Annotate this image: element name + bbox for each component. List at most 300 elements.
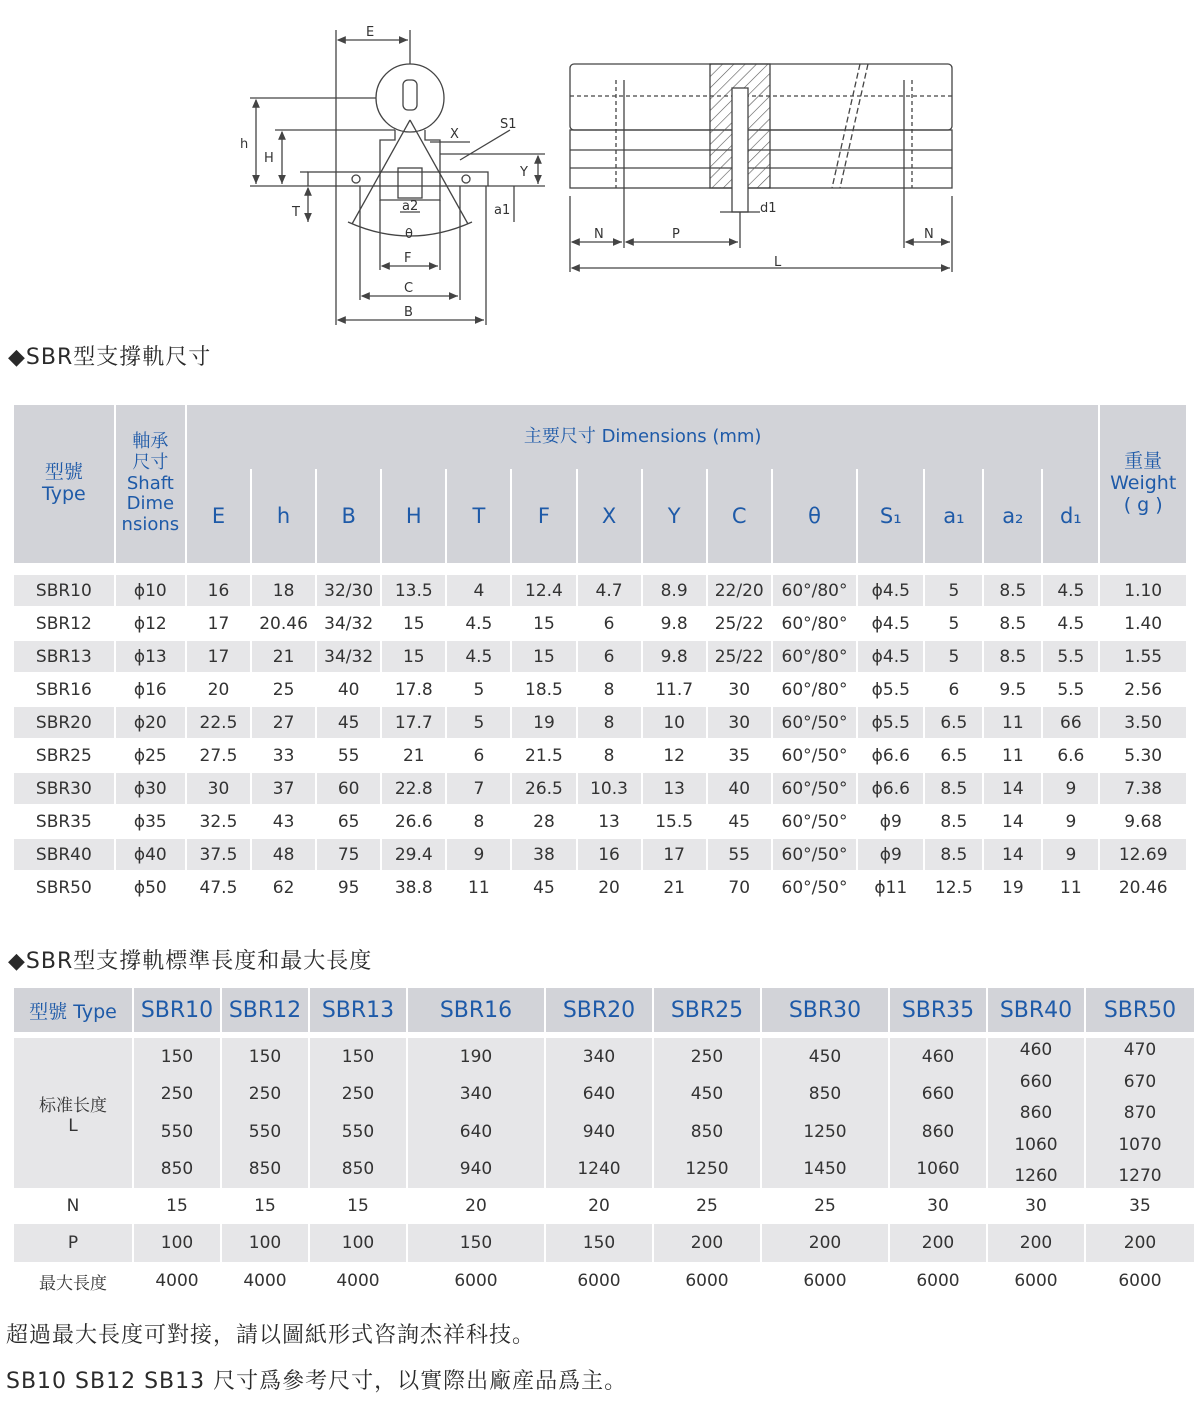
value-cell: 35 [708, 738, 771, 771]
standard-length-value: 460 [1019, 1040, 1053, 1060]
header-col: Y [643, 469, 706, 563]
standard-length-value: 660 [921, 1084, 955, 1105]
value-cell: 27.5 [187, 738, 250, 771]
n-value: 15 [310, 1188, 406, 1224]
lengths-header-type-col: SBR20 [546, 988, 652, 1032]
value-cell: 8.5 [984, 573, 1041, 606]
header-col: X [578, 469, 641, 563]
dimensions-table [12, 405, 1188, 903]
type-cell: SBR16 [14, 672, 114, 705]
type-cell: SBR10 [14, 573, 114, 606]
value-cell: 11.7 [643, 672, 706, 705]
value-cell: 60°/50° [773, 705, 856, 738]
value-cell: 60°/80° [773, 606, 856, 639]
value-cell: 9 [1043, 771, 1098, 804]
table-row [14, 705, 1186, 738]
standard-length-cell [654, 1038, 760, 1188]
value-cell: 11 [984, 738, 1041, 771]
value-cell: 8 [578, 705, 641, 738]
value-cell: ϕ30 [116, 771, 185, 804]
table-row [14, 804, 1186, 837]
value-cell: 60°/50° [773, 771, 856, 804]
label-a1: a1 [494, 203, 511, 218]
table-row [14, 639, 1186, 672]
value-cell: 19 [984, 870, 1041, 903]
lengths-header-type-col: SBR35 [890, 988, 986, 1032]
value-cell: 15 [512, 639, 575, 672]
label-S1: S1 [500, 117, 517, 132]
value-cell: 55 [708, 837, 771, 870]
value-cell: 21 [252, 639, 315, 672]
table-row [14, 837, 1186, 870]
lengths-header-type-col: SBR16 [408, 988, 544, 1032]
value-cell: 6 [578, 606, 641, 639]
value-cell: ϕ10 [116, 573, 185, 606]
header-type-text: 型號 Type [42, 461, 86, 505]
standard-length-label [14, 1038, 132, 1188]
value-cell: ϕ4.5 [858, 639, 923, 672]
header-col: T [447, 469, 510, 563]
value-cell: 9.68 [1100, 804, 1186, 837]
standard-length-value: 940 [582, 1121, 616, 1142]
standard-length-value: 860 [1019, 1103, 1053, 1123]
header-main-dimensions: 主要尺寸 Dimensions (mm) [187, 405, 1098, 469]
value-cell: 11 [984, 705, 1041, 738]
value-cell: 9 [447, 837, 510, 870]
standard-length-cell [310, 1038, 406, 1188]
max-length-value: 6000 [890, 1262, 986, 1300]
value-cell: 40 [317, 672, 380, 705]
value-cell: 22/20 [708, 573, 771, 606]
value-cell: ϕ25 [116, 738, 185, 771]
value-cell: 38.8 [382, 870, 445, 903]
standard-length-value: 340 [582, 1046, 616, 1067]
header-col: h [252, 469, 315, 563]
value-cell: 20.46 [252, 606, 315, 639]
standard-length-cell [408, 1038, 544, 1188]
value-cell: 5 [447, 705, 510, 738]
value-cell: ϕ12 [116, 606, 185, 639]
header-col: E [187, 469, 250, 563]
value-cell: 8 [578, 738, 641, 771]
table-row [14, 771, 1186, 804]
value-cell: 45 [317, 705, 380, 738]
max-length-value: 6000 [762, 1262, 888, 1300]
standard-length-value: 1450 [803, 1159, 847, 1180]
n-value: 30 [890, 1188, 986, 1224]
max-length-value: 4000 [310, 1262, 406, 1300]
value-cell: 60°/50° [773, 870, 856, 903]
value-cell: 27 [252, 705, 315, 738]
value-cell: 30 [708, 705, 771, 738]
header-col: C [708, 469, 771, 563]
standard-length-value: 1260 [1014, 1166, 1058, 1186]
value-cell: 22.5 [187, 705, 250, 738]
n-value: 25 [654, 1188, 760, 1224]
label-d1: d1 [760, 201, 777, 216]
value-cell: 8 [447, 804, 510, 837]
value-cell: 9.5 [984, 672, 1041, 705]
p-value: 200 [1086, 1224, 1194, 1262]
max-length-value: 6000 [988, 1262, 1084, 1300]
value-cell: 6.5 [925, 738, 982, 771]
header-col: d₁ [1043, 469, 1098, 563]
value-cell: 5.5 [1043, 639, 1098, 672]
value-cell: 6 [578, 639, 641, 672]
table-row [14, 870, 1186, 903]
lengths-header-type-col: SBR12 [222, 988, 308, 1032]
header-weight [1100, 405, 1186, 563]
max-length-label: 最大長度 [14, 1262, 132, 1300]
cross-section-drawing [0, 0, 560, 330]
value-cell: 5 [925, 573, 982, 606]
header-weight-text: 重量 Weight ( g ) [1110, 450, 1177, 516]
lengths-table [12, 988, 1196, 1300]
value-cell: 8.5 [925, 837, 982, 870]
standard-length-value: 860 [921, 1121, 955, 1142]
type-cell: SBR40 [14, 837, 114, 870]
max-length-value: 4000 [222, 1262, 308, 1300]
value-cell: 17 [187, 639, 250, 672]
value-cell: 60 [317, 771, 380, 804]
standard-length-value: 670 [1123, 1071, 1157, 1092]
lengths-header-type-col: SBR50 [1086, 988, 1194, 1032]
value-cell: 21 [643, 870, 706, 903]
header-shaft [116, 405, 185, 563]
value-cell: 47.5 [187, 870, 250, 903]
value-cell: 65 [317, 804, 380, 837]
value-cell: 32.5 [187, 804, 250, 837]
value-cell: 17 [187, 606, 250, 639]
value-cell: 1.55 [1100, 639, 1186, 672]
value-cell: 45 [708, 804, 771, 837]
label-B: B [404, 305, 413, 320]
value-cell: 11 [447, 870, 510, 903]
value-cell: 40 [708, 771, 771, 804]
value-cell: 60°/80° [773, 573, 856, 606]
standard-length-value: 1250 [803, 1121, 847, 1142]
label-h: h [240, 137, 249, 152]
value-cell: ϕ35 [116, 804, 185, 837]
n-value: 20 [408, 1188, 544, 1224]
value-cell: 2.56 [1100, 672, 1186, 705]
value-cell: 8.9 [643, 573, 706, 606]
value-cell: 60°/80° [773, 639, 856, 672]
value-cell: 11 [1043, 870, 1098, 903]
label-a2: a2 [402, 199, 419, 214]
note-reference: SB10 SB12 SB13 尺寸爲參考尺寸，以實際出廠産品爲主。 [6, 1369, 628, 1394]
n-value: 25 [762, 1188, 888, 1224]
standard-length-value: 550 [341, 1121, 375, 1142]
value-cell: 10 [643, 705, 706, 738]
value-cell: 18.5 [512, 672, 575, 705]
value-cell: ϕ5.5 [858, 705, 923, 738]
standard-length-cell [134, 1038, 220, 1188]
value-cell: 30 [708, 672, 771, 705]
value-cell: 13 [643, 771, 706, 804]
standard-length-cell [546, 1038, 652, 1188]
value-cell: 4 [447, 573, 510, 606]
p-value: 100 [222, 1224, 308, 1262]
value-cell: 70 [708, 870, 771, 903]
value-cell: 32/30 [317, 573, 380, 606]
value-cell: 5 [925, 606, 982, 639]
value-cell: 29.4 [382, 837, 445, 870]
p-value: 200 [890, 1224, 986, 1262]
value-cell: ϕ11 [858, 870, 923, 903]
label-L: L [774, 255, 782, 270]
value-cell: 10.3 [578, 771, 641, 804]
standard-length-value: 250 [248, 1084, 282, 1105]
standard-length-value: 850 [808, 1084, 842, 1105]
value-cell: 37 [252, 771, 315, 804]
standard-length-value: 470 [1123, 1040, 1157, 1060]
header-col: S₁ [858, 469, 923, 563]
value-cell: 25/22 [708, 639, 771, 672]
lengths-header-type: 型號 Type [14, 988, 132, 1032]
value-cell: 22.8 [382, 771, 445, 804]
standard-length-value: 640 [459, 1121, 493, 1142]
standard-length-value: 450 [690, 1084, 724, 1105]
header-col: H [382, 469, 445, 563]
value-cell: 28 [512, 804, 575, 837]
max-length-value: 6000 [1086, 1262, 1194, 1300]
side-view-drawing [560, 0, 1200, 330]
value-cell: 4.7 [578, 573, 641, 606]
label-C: C [404, 281, 414, 296]
standard-length-cell [1086, 1038, 1194, 1188]
value-cell: 9 [1043, 837, 1098, 870]
value-cell: 48 [252, 837, 315, 870]
table-row [14, 606, 1186, 639]
value-cell: 60°/50° [773, 837, 856, 870]
section-title-lengths: ◆SBR型支撐軌標準長度和最大長度 [8, 949, 373, 974]
standard-length-value: 340 [459, 1084, 493, 1105]
value-cell: 13.5 [382, 573, 445, 606]
value-cell: 6.5 [925, 705, 982, 738]
label-theta: θ [405, 227, 413, 242]
max-length-value: 6000 [546, 1262, 652, 1300]
value-cell: ϕ40 [116, 837, 185, 870]
standard-length-value: 850 [690, 1121, 724, 1142]
standard-length-value: 250 [690, 1046, 724, 1067]
standard-length-value: 660 [1019, 1071, 1053, 1092]
n-value: 35 [1086, 1188, 1194, 1224]
type-cell: SBR25 [14, 738, 114, 771]
label-N-left: N [594, 227, 604, 242]
p-value: 200 [762, 1224, 888, 1262]
n-value: 15 [134, 1188, 220, 1224]
label-N-right: N [924, 227, 934, 242]
value-cell: 21 [382, 738, 445, 771]
value-cell: 75 [317, 837, 380, 870]
label-H: H [264, 151, 274, 166]
type-cell: SBR20 [14, 705, 114, 738]
technical-drawings [0, 0, 1200, 330]
standard-length-value: 250 [341, 1084, 375, 1105]
value-cell: 4.5 [447, 606, 510, 639]
standard-length-value: 1060 [1014, 1134, 1058, 1155]
value-cell: 18 [252, 573, 315, 606]
value-cell: 4.5 [1043, 606, 1098, 639]
standard-length-value: 150 [160, 1046, 194, 1067]
value-cell: 15.5 [643, 804, 706, 837]
label-E: E [366, 25, 375, 40]
value-cell: 60°/50° [773, 804, 856, 837]
n-value: 30 [988, 1188, 1084, 1224]
header-col: θ [773, 469, 856, 563]
table-row [14, 573, 1186, 606]
value-cell: 8.5 [984, 606, 1041, 639]
header-col: F [512, 469, 575, 563]
label-F: F [404, 251, 412, 266]
value-cell: 62 [252, 870, 315, 903]
value-cell: 17.8 [382, 672, 445, 705]
standard-length-value: 460 [921, 1046, 955, 1067]
section-title-dimensions: ◆SBR型支撐軌尺寸 [8, 345, 212, 370]
max-length-value: 6000 [408, 1262, 544, 1300]
p-value: 200 [988, 1224, 1084, 1262]
header-type [14, 405, 114, 563]
header-col: a₂ [984, 469, 1041, 563]
value-cell: ϕ4.5 [858, 606, 923, 639]
value-cell: 1.10 [1100, 573, 1186, 606]
value-cell: 15 [512, 606, 575, 639]
type-cell: SBR50 [14, 870, 114, 903]
value-cell: 55 [317, 738, 380, 771]
lengths-header-type-col: SBR30 [762, 988, 888, 1032]
lengths-header-type-col: SBR25 [654, 988, 760, 1032]
type-cell: SBR35 [14, 804, 114, 837]
p-value: 150 [546, 1224, 652, 1262]
value-cell: ϕ5.5 [858, 672, 923, 705]
value-cell: 15 [382, 606, 445, 639]
value-cell: 14 [984, 804, 1041, 837]
value-cell: 6 [447, 738, 510, 771]
value-cell: 34/32 [317, 639, 380, 672]
value-cell: 4.5 [447, 639, 510, 672]
value-cell: 33 [252, 738, 315, 771]
standard-length-value: 850 [160, 1159, 194, 1180]
value-cell: 20 [578, 870, 641, 903]
value-cell: ϕ9 [858, 837, 923, 870]
value-cell: 12.69 [1100, 837, 1186, 870]
value-cell: 12.4 [512, 573, 575, 606]
p-value: 100 [310, 1224, 406, 1262]
standard-length-value: 150 [341, 1046, 375, 1067]
value-cell: 1.40 [1100, 606, 1186, 639]
table-row [14, 672, 1186, 705]
standard-length-cell [988, 1038, 1084, 1188]
value-cell: 14 [984, 837, 1041, 870]
value-cell: 8 [578, 672, 641, 705]
value-cell: 3.50 [1100, 705, 1186, 738]
standard-length-value: 1070 [1118, 1134, 1162, 1155]
header-shaft-text: 軸承 尺寸 Shaft Dime nsions [121, 431, 180, 536]
value-cell: 16 [578, 837, 641, 870]
value-cell: 25/22 [708, 606, 771, 639]
standard-length-value: 150 [248, 1046, 282, 1067]
standard-length-value: 1240 [577, 1159, 621, 1180]
lengths-header-type-col: SBR10 [134, 988, 220, 1032]
value-cell: 15 [382, 639, 445, 672]
value-cell: ϕ13 [116, 639, 185, 672]
standard-length-value: 1250 [685, 1159, 729, 1180]
lengths-header-type-col: SBR13 [310, 988, 406, 1032]
value-cell: 38 [512, 837, 575, 870]
standard-length-value: 450 [808, 1046, 842, 1067]
value-cell: 45 [512, 870, 575, 903]
standard-length-value: 250 [160, 1084, 194, 1105]
standard-length-cell [762, 1038, 888, 1188]
value-cell: 9 [1043, 804, 1098, 837]
value-cell: ϕ16 [116, 672, 185, 705]
n-value: 15 [222, 1188, 308, 1224]
value-cell: ϕ20 [116, 705, 185, 738]
p-value: 100 [134, 1224, 220, 1262]
value-cell: 12 [643, 738, 706, 771]
value-cell: 7 [447, 771, 510, 804]
value-cell: 8.5 [925, 771, 982, 804]
n-value: 20 [546, 1188, 652, 1224]
value-cell: 60°/80° [773, 672, 856, 705]
value-cell: 14 [984, 771, 1041, 804]
value-cell: 8.5 [984, 639, 1041, 672]
n-label: N [14, 1188, 132, 1224]
value-cell: 25 [252, 672, 315, 705]
lengths-header-type-col: SBR40 [988, 988, 1084, 1032]
max-length-value: 6000 [654, 1262, 760, 1300]
value-cell: 16 [187, 573, 250, 606]
standard-length-value: 550 [248, 1121, 282, 1142]
standard-length-value: 640 [582, 1084, 616, 1105]
value-cell: ϕ6.6 [858, 738, 923, 771]
value-cell: ϕ4.5 [858, 573, 923, 606]
value-cell: 43 [252, 804, 315, 837]
value-cell: 5.5 [1043, 672, 1098, 705]
standard-length-value: 870 [1123, 1103, 1157, 1123]
value-cell: 9.8 [643, 606, 706, 639]
value-cell: 4.5 [1043, 573, 1098, 606]
header-col: B [317, 469, 380, 563]
standard-length-value: 1060 [916, 1159, 960, 1180]
value-cell: 8.5 [925, 804, 982, 837]
value-cell: 20 [187, 672, 250, 705]
value-cell: 5.30 [1100, 738, 1186, 771]
value-cell: 21.5 [512, 738, 575, 771]
standard-length-label-line1: 标准长度 [39, 1095, 107, 1116]
type-cell: SBR13 [14, 639, 114, 672]
value-cell: 17 [643, 837, 706, 870]
table-row [14, 738, 1186, 771]
p-value: 150 [408, 1224, 544, 1262]
value-cell: 26.5 [512, 771, 575, 804]
value-cell: 66 [1043, 705, 1098, 738]
value-cell: 20.46 [1100, 870, 1186, 903]
header-col: a₁ [925, 469, 982, 563]
value-cell: ϕ9 [858, 804, 923, 837]
value-cell: 19 [512, 705, 575, 738]
value-cell: 37.5 [187, 837, 250, 870]
standard-length-value: 1270 [1118, 1166, 1162, 1186]
value-cell: 7.38 [1100, 771, 1186, 804]
value-cell: 60°/50° [773, 738, 856, 771]
value-cell: 26.6 [382, 804, 445, 837]
value-cell: 95 [317, 870, 380, 903]
label-X: X [450, 127, 459, 142]
value-cell: 12.5 [925, 870, 982, 903]
value-cell: 17.7 [382, 705, 445, 738]
